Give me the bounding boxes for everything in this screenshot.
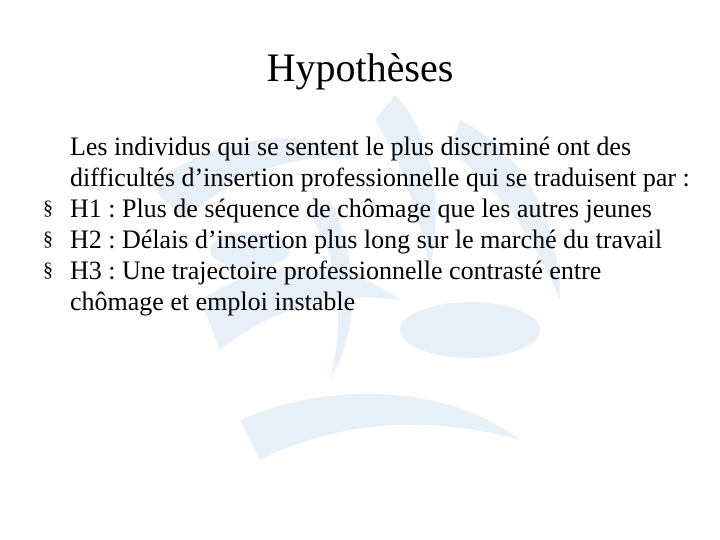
bullet-list xyxy=(40,131,690,317)
hypothesis-text-h1: H1 : Plus de séquence de chômage que les autres jeunes xyxy=(70,194,652,223)
bullet-icon: § xyxy=(43,228,53,250)
hypothesis-item-h1 xyxy=(40,193,690,224)
hypothesis-item-h2 xyxy=(40,224,690,255)
intro-text: Les individus qui se sentent le plus discriminé ont des difficultés d’insertion professionnelle qui se traduisent par : xyxy=(70,132,690,192)
hypothesis-text-h2: H2 : Délais d’insertion plus long sur le marché du travail xyxy=(70,225,663,254)
bullet-icon: § xyxy=(43,197,53,219)
bullet-icon: § xyxy=(43,259,53,281)
slide-title: Hypothèses xyxy=(266,45,454,90)
intro-paragraph xyxy=(40,131,690,193)
hypothesis-item-h3 xyxy=(40,255,690,317)
hypothesis-text-h3: H3 : Une trajectoire professionnelle contrasté entre chômage et emploi instable xyxy=(70,256,602,316)
